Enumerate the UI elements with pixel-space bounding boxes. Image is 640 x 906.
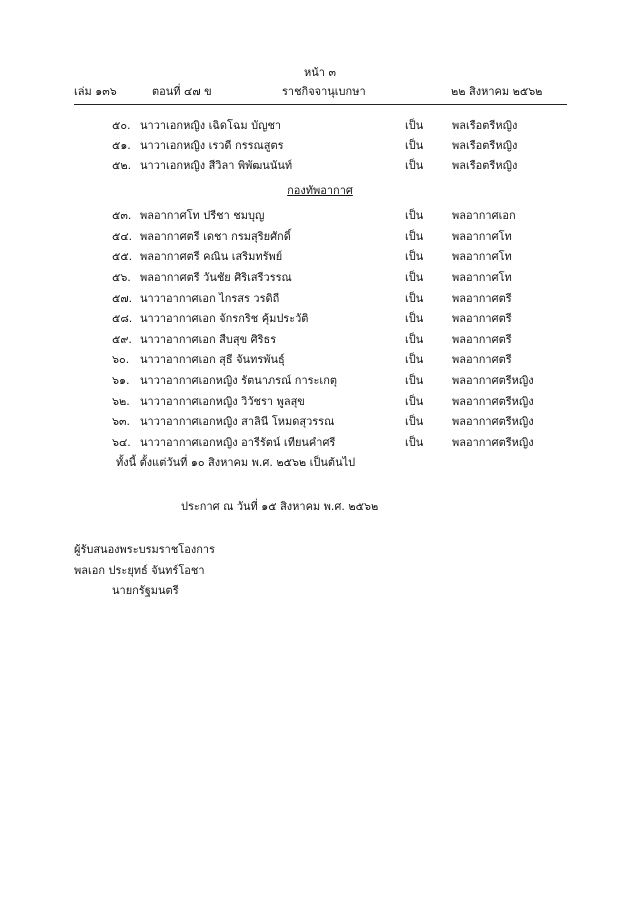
header-divider	[74, 104, 567, 105]
entry-rank: พลอากาศตรี	[452, 333, 512, 346]
entry-number: ๕๐.	[112, 119, 131, 132]
entry-rank: พลอากาศโท	[452, 250, 512, 263]
entry-number: ๕๙.	[112, 333, 132, 346]
countersign-label: ผู้รับสนองพระบรมราชโองการ	[74, 543, 215, 556]
entry-number: ๕๒.	[112, 159, 132, 172]
entry-name: พลอากาศตรี คณิน เสริมทรัพย์	[140, 250, 283, 263]
entry-name: นาวาอากาศเอก จักรกริช คุ้มประวัติ	[140, 312, 309, 325]
entry-number: ๕๓.	[112, 209, 132, 222]
effective-date-text: ทั้งนี้ ตั้งแต่วันที่ ๑๐ สิงหาคม พ.ศ. ๒๕๖๒ เป็นต้นไป	[116, 456, 356, 469]
entry-rank: พลเรือตรีหญิง	[452, 119, 518, 132]
gazette-title: ราชกิจจานุเบกษา	[282, 85, 366, 98]
entry-rank: พลเรือตรีหญิง	[452, 139, 518, 152]
entry-verb: เป็น	[405, 119, 424, 132]
page-number: หน้า ๓	[304, 66, 336, 79]
entry-verb: เป็น	[405, 374, 424, 387]
entry-verb: เป็น	[405, 139, 424, 152]
entry-rank: พลอากาศตรี	[452, 312, 512, 325]
entry-number: ๖๔.	[112, 436, 131, 449]
entry-verb: เป็น	[405, 271, 424, 284]
entry-verb: เป็น	[405, 353, 424, 366]
entry-name: นาวาเอกหญิง เฉิดโฉม บัญชา	[140, 119, 282, 132]
entry-number: ๖๓.	[112, 415, 130, 428]
entry-number: ๕๘.	[112, 312, 133, 325]
entry-name: พลอากาศตรี วันชัย ศิริเสรีวรรณ	[140, 271, 292, 284]
entry-name: นาวาอากาศเอก สืบสุข ศิริธร	[140, 333, 277, 346]
entry-verb: เป็น	[405, 209, 424, 222]
entry-number: ๕๑.	[112, 139, 131, 152]
entry-verb: เป็น	[405, 230, 424, 243]
issue-label: ตอนที่ ๔๗ ข	[152, 85, 212, 98]
entry-verb: เป็น	[405, 415, 424, 428]
entry-name: นาวาอากาศเอกหญิง อารีรัตน์ เทียนคำศรี	[140, 436, 336, 449]
entry-number: ๖๑.	[112, 374, 130, 387]
entry-rank: พลอากาศตรีหญิง	[452, 374, 534, 387]
signatory-name: พลเอก ประยุทธ์ จันทร์โอชา	[74, 564, 205, 577]
entry-verb: เป็น	[405, 333, 424, 346]
entry-name: นาวาเอกหญิง สีวิลา พิพัฒนนันท์	[140, 159, 293, 172]
entry-rank: พลอากาศเอก	[452, 209, 516, 222]
entry-number: ๕๗.	[112, 292, 133, 305]
entry-rank: พลอากาศตรี	[452, 292, 512, 305]
entry-rank: พลอากาศตรีหญิง	[452, 395, 534, 408]
signatory-title: นายกรัฐมนตรี	[112, 584, 179, 597]
entry-verb: เป็น	[405, 395, 424, 408]
entry-number: ๕๕.	[112, 250, 133, 263]
entry-rank: พลเรือตรีหญิง	[452, 159, 518, 172]
header-date: ๒๒ สิงหาคม ๒๕๖๒	[451, 85, 543, 98]
entry-name: นาวาอากาศเอกหญิง วิวัชรา พูลสุข	[140, 395, 305, 408]
entry-name: พลอากาศตรี เดชา กรมสุริยศักดิ์	[140, 230, 291, 243]
entry-verb: เป็น	[405, 292, 424, 305]
entry-name: นาวาอากาศเอก สุธี จันทรพันธุ์	[140, 353, 285, 366]
entry-number: ๕๔.	[112, 230, 133, 243]
entry-number: ๖๐.	[112, 353, 130, 366]
entry-rank: พลอากาศตรีหญิง	[452, 415, 534, 428]
entry-verb: เป็น	[405, 436, 424, 449]
entry-rank: พลอากาศตรี	[452, 353, 512, 366]
volume-label: เล่ม ๑๓๖	[74, 85, 117, 98]
entry-number: ๕๖.	[112, 271, 131, 284]
entry-name: นาวาอากาศเอก ไกรสร วรดิถี	[140, 292, 280, 305]
entry-verb: เป็น	[405, 250, 424, 263]
entry-rank: พลอากาศตรีหญิง	[452, 436, 534, 449]
section-heading-air-force: กองทัพอากาศ	[287, 184, 353, 197]
entry-rank: พลอากาศโท	[452, 230, 512, 243]
entry-number: ๖๒.	[112, 395, 130, 408]
entry-name: นาวาเอกหญิง เรวดี กรรณสูตร	[140, 139, 284, 152]
entry-verb: เป็น	[405, 312, 424, 325]
entry-name: นาวาอากาศเอกหญิง สาลินี โหมดสุวรรณ	[140, 415, 335, 428]
entry-verb: เป็น	[405, 159, 424, 172]
entry-name: พลอากาศโท ปรีชา ชมบุญ	[140, 209, 265, 222]
entry-rank: พลอากาศโท	[452, 271, 512, 284]
announcement-date: ประกาศ ณ วันที่ ๑๕ สิงหาคม พ.ศ. ๒๕๖๒	[181, 500, 379, 513]
entry-name: นาวาอากาศเอกหญิง รัตนาภรณ์ การะเกตุ	[140, 374, 337, 387]
